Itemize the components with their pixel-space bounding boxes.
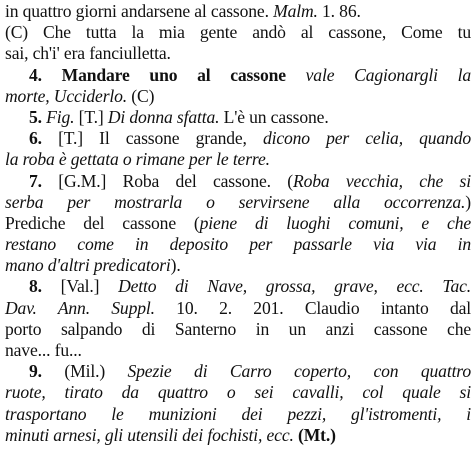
text-span: ). xyxy=(170,255,181,276)
text-span: (C) Che tutta la mia gente andò al cassone, Come tu xyxy=(5,22,471,43)
text-line xyxy=(5,128,471,149)
italic-text: vale Cagionargli la xyxy=(285,64,471,85)
text-span: porto salpando di Santerno in un anzi cassone che xyxy=(5,318,471,339)
italic-text: Roba vecchia, che si xyxy=(292,170,471,191)
text-line xyxy=(5,404,471,425)
text-line xyxy=(5,171,471,192)
bold-text: 9. xyxy=(29,361,65,382)
italic-text: Di donna sfatta. xyxy=(107,106,220,127)
italic-text: morte, Ucciderlo. xyxy=(5,85,128,106)
italic-text: trasportano le munizioni dei pezzi, gl'istromenti, i xyxy=(5,403,471,424)
text-line xyxy=(5,255,471,276)
text-line xyxy=(5,213,471,234)
text-span: sai, ch'i' era fanciulletta. xyxy=(5,43,171,64)
text-span: L'è un cassone. xyxy=(219,106,329,127)
bold-text: Mandare uno al cassone xyxy=(61,64,286,85)
text-span: [Val.] xyxy=(60,276,119,297)
bold-text: 6. xyxy=(29,128,59,149)
text-span: 1. 86. xyxy=(317,1,361,21)
text-line xyxy=(5,276,471,297)
italic-text: minuti arnesi, gli utensili dei fochisti, ecc. xyxy=(5,424,294,445)
text-line xyxy=(5,319,471,340)
text-line xyxy=(5,86,471,107)
text-line xyxy=(5,22,471,43)
italic-text: serba per mostrarla o servirsene alla occorrenza. xyxy=(5,191,466,212)
bold-text: 8. xyxy=(29,276,61,297)
text-span: [G.M.] Roba del cassone. ( xyxy=(58,170,293,191)
text-line xyxy=(5,65,471,86)
text-span: (Mil.) xyxy=(64,361,128,382)
text-span: [T.] xyxy=(74,106,108,127)
bold-text: 7. xyxy=(29,170,59,191)
bold-text: (Mt.) xyxy=(293,424,336,445)
italic-text: ruote, tirato da quattro o sei cavalli, col quale si xyxy=(5,382,471,403)
text-span: nave... fu... xyxy=(5,340,82,360)
italic-text: Fig. xyxy=(46,106,75,127)
italic-text: Spezie di Carro coperto, con quattro xyxy=(127,361,471,382)
text-span: [T.] Il cassone grande, xyxy=(58,128,263,149)
text-line xyxy=(5,107,471,128)
bold-text: 4. xyxy=(29,64,62,85)
italic-text: piene di luoghi comuni, e che xyxy=(199,212,472,233)
dictionary-page xyxy=(5,1,471,446)
text-span: Prediche del cassone ( xyxy=(5,212,200,233)
text-line xyxy=(5,340,471,361)
italic-text: Detto di Nave, grossa, grave, ecc. Tac. xyxy=(118,276,471,297)
text-line xyxy=(5,234,471,255)
text-line xyxy=(5,192,471,213)
italic-text: mano d'altri predicatori xyxy=(5,255,171,276)
text-line xyxy=(5,1,471,22)
text-line xyxy=(5,382,471,403)
text-span: ) xyxy=(465,191,471,212)
text-span: (C) xyxy=(127,85,155,106)
text-span: 10. 2. 201. Claudio intanto dal xyxy=(154,297,472,318)
bold-text: 5. xyxy=(29,106,47,127)
italic-text: dicono per celia, quando xyxy=(262,128,471,149)
text-line xyxy=(5,425,471,446)
italic-text: restano come in deposito per passarle via via in xyxy=(5,234,471,255)
text-line xyxy=(5,149,471,170)
text-line xyxy=(5,43,471,64)
text-line xyxy=(5,361,471,382)
text-span: in quattro giorni andarsene al cassone. xyxy=(5,1,274,21)
italic-text: Dav. Ann. Suppl. xyxy=(5,297,155,318)
italic-text: Malm. xyxy=(273,1,318,21)
text-line xyxy=(5,298,471,319)
italic-text: la roba è gettata o rimane per le terre. xyxy=(5,149,270,170)
